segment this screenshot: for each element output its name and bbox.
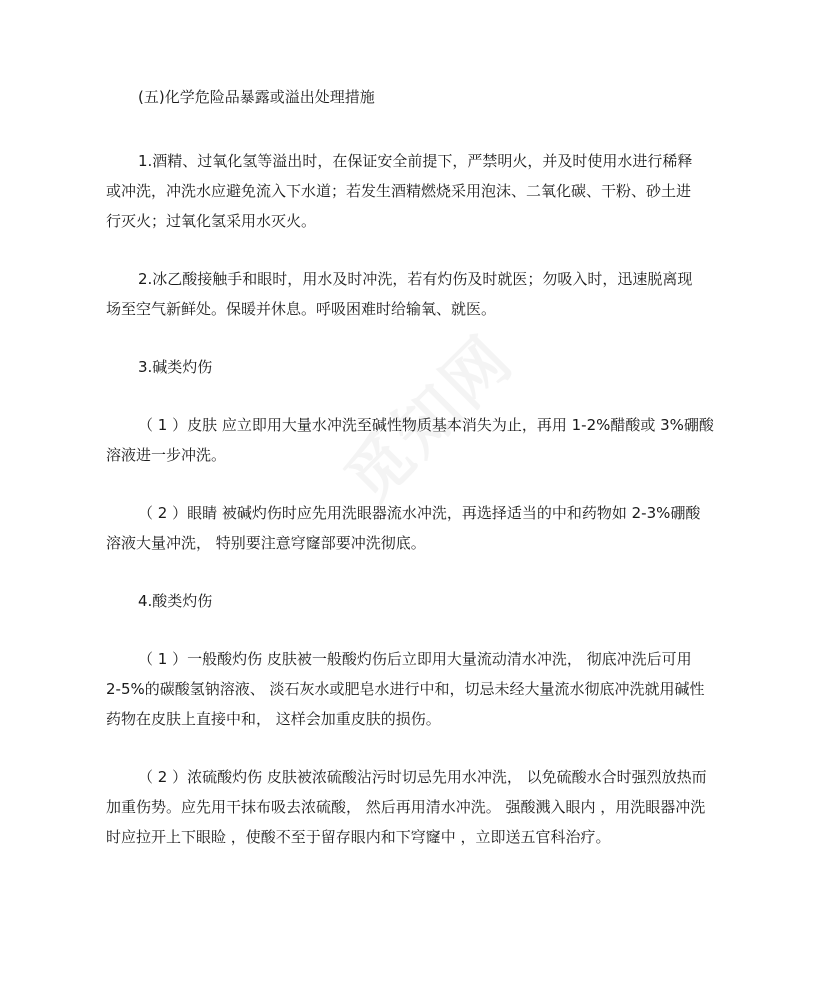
paragraph-line: 2.冰乙酸接触手和眼时，用水及时冲洗，若有灼伤及时就医；勿吸入时，迅速脱离现 [138,270,693,288]
paragraph-line: 加重伤势。应先用干抹布吸去浓硫酸， 然后再用清水冲洗。 强酸溅入眼内 ，用洗眼器冲洗 [106,798,706,816]
paragraph-line: （ 1 ）皮肤 应立即用大量水冲洗至碱性物质基本消失为止，再用 1-2%醋酸或 3%硼酸 [138,416,714,434]
alkali-eye-paragraph [106,498,726,558]
acid-sulfuric-paragraph [106,762,726,852]
paragraph-line: 行灭火；过氧化氢采用水灭火。 [106,212,317,230]
paragraph-line: （ 2 ）浓硫酸灼伤 皮肤被浓硫酸沾污时切忌先用水冲洗， 以免硫酸水合时强烈放热而 [138,768,707,786]
section-heading: (五)化学危险品暴露或溢出处理措施 [138,88,375,106]
paragraph-line: （ 2 ）眼睛 被碱灼伤时应先用洗眼器流水冲洗，再选择适当的中和药物如 2-3%硼酸 [138,504,701,522]
paragraph-line: 时应拉开上下眼睑 ，使酸不至于留存眼内和下穹窿中 ，立即送五官科治疗。 [106,828,611,846]
acid-title: 4.酸类灼伤 [138,592,213,610]
paragraph-line: 溶液进一步冲洗。 [106,446,227,464]
document-body [106,82,726,880]
alkali-skin-paragraph [106,410,726,470]
paragraph-line: 或冲洗，冲洗水应避免流入下水道；若发生酒精燃烧采用泡沫、二氧化碳、干粉、砂土进 [106,182,692,200]
paragraph-line: （ 1 ）一般酸灼伤 皮肤被一般酸灼伤后立即用大量流动清水冲洗， 彻底冲洗后可用 [138,650,692,668]
paragraph-2 [106,264,726,324]
alkali-title: 3.碱类灼伤 [138,358,213,376]
acid-general-paragraph [106,644,726,734]
paragraph-line: 药物在皮肤上直接中和， 这样会加重皮肤的损伤。 [106,710,441,728]
paragraph-line: 溶液大量冲洗， 特别要注意穹窿部要冲洗彻底。 [106,534,426,552]
paragraph-1 [106,146,726,236]
paragraph-line: 2-5%的碳酸氢钠溶液、 淡石灰水或肥皂水进行中和，切忌未经大量流水彻底冲洗就用碱性 [106,680,705,698]
paragraph-line: 1.酒精、过氧化氢等溢出时，在保证安全前提下，严禁明火，并及时使用水进行稀释 [138,152,693,170]
paragraph-line: 场至空气新鲜处。保暖并休息。呼吸困难时给输氧、就医。 [106,300,497,318]
